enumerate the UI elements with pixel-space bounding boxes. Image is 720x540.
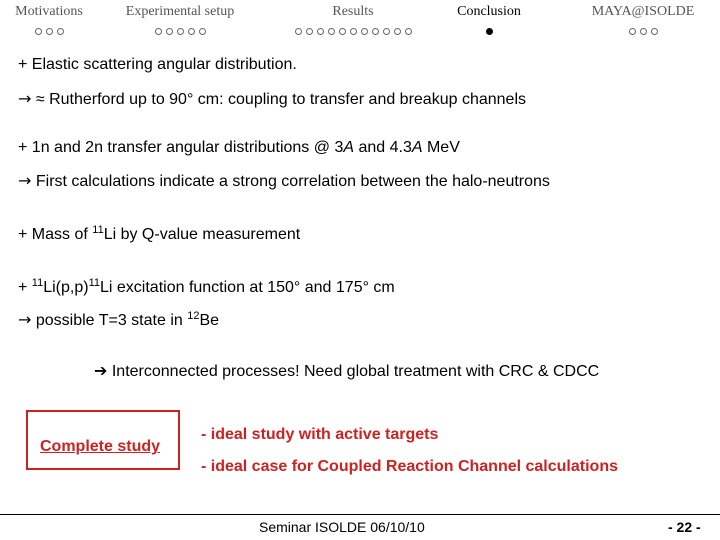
progress-dot[interactable] <box>199 28 206 35</box>
nav-section-conclusion[interactable] <box>444 4 534 35</box>
progress-dot[interactable] <box>317 28 324 35</box>
sub-bullet-first-calculations <box>18 171 550 191</box>
conclusion-point-active-targets: - ideal study with active targets <box>201 426 439 443</box>
progress-dot-current[interactable] <box>486 28 493 35</box>
progress-dots <box>444 28 534 35</box>
nav-bar <box>0 0 720 48</box>
arrow-icon: → <box>18 310 32 329</box>
bullet-text: $^{11}Li(p,p)^{11}Li$ excitation function at 150° and 175° cm <box>31 277 395 296</box>
progress-dot[interactable] <box>35 28 42 35</box>
statement-text: Interconnected processes! Need global treatment with CRC & CDCC <box>111 363 600 380</box>
progress-dot[interactable] <box>46 28 53 35</box>
progress-dot[interactable] <box>629 28 636 35</box>
bullet-text: Elastic scattering angular distribution. <box>31 56 297 73</box>
nav-section-motivations[interactable] <box>4 4 94 35</box>
progress-dots <box>118 28 242 35</box>
nav-title[interactable]: Conclusion <box>457 4 521 19</box>
plus-bullet: + <box>18 226 28 243</box>
footer-divider <box>0 514 720 515</box>
bullet-elastic-scattering <box>18 56 297 74</box>
plus-bullet: + <box>18 56 28 73</box>
plus-bullet: + <box>18 139 28 156</box>
progress-dot[interactable] <box>57 28 64 35</box>
progress-dot[interactable] <box>155 28 162 35</box>
progress-dots <box>284 28 422 35</box>
bullet-text: First calculations indicate a strong correlation between the halo-neutrons <box>35 173 550 190</box>
progress-dot[interactable] <box>350 28 357 35</box>
sub-bullet-rutherford <box>18 89 526 109</box>
bullet-text: ≈ Rutherford up to 90° cm: coupling to transfer and breakup channels <box>35 91 526 108</box>
progress-dot[interactable] <box>306 28 313 35</box>
bullet-excitation-function <box>18 277 395 297</box>
progress-dots <box>580 28 706 35</box>
progress-dot[interactable] <box>188 28 195 35</box>
progress-dot[interactable] <box>361 28 368 35</box>
nav-section-results[interactable] <box>284 4 422 35</box>
arrow-icon: → <box>18 89 32 108</box>
statement-interconnected <box>94 361 599 381</box>
bullet-text: Mass of $^{11}$Li by Q-value measurement <box>31 224 301 243</box>
bullet-text: possible T=3 state in $^{12}$Be <box>35 310 220 329</box>
page-number: - 22 - <box>668 519 701 535</box>
bullet-mass-measurement <box>18 224 300 244</box>
complete-study-box <box>26 410 180 470</box>
plus-bullet: + <box>18 279 28 296</box>
nav-section-experimental-setup[interactable] <box>118 4 242 35</box>
progress-dot[interactable] <box>640 28 647 35</box>
progress-dot[interactable] <box>295 28 302 35</box>
bullet-text: 1n and 2n transfer angular distributions @ 3A and 4.3A MeV <box>31 139 460 156</box>
nav-title[interactable]: MAYA@ISOLDE <box>591 4 695 19</box>
footer-seminar: Seminar ISOLDE 06/10/10 <box>259 519 425 535</box>
progress-dot[interactable] <box>383 28 390 35</box>
bold-arrow-icon: ➔ <box>94 361 108 380</box>
nav-title[interactable]: Motivations <box>15 4 83 19</box>
progress-dot[interactable] <box>328 28 335 35</box>
progress-dot[interactable] <box>372 28 379 35</box>
progress-dot[interactable] <box>651 28 658 35</box>
progress-dot[interactable] <box>394 28 401 35</box>
nav-section-maya-isolde[interactable] <box>580 4 706 35</box>
nav-title[interactable]: Results <box>332 4 374 19</box>
progress-dot[interactable] <box>405 28 412 35</box>
sub-bullet-t3-state <box>18 310 219 330</box>
arrow-icon: → <box>18 171 32 190</box>
progress-dot[interactable] <box>339 28 346 35</box>
progress-dot[interactable] <box>177 28 184 35</box>
nav-title[interactable]: Experimental setup <box>125 4 235 19</box>
bullet-transfer-distributions <box>18 139 460 157</box>
conclusion-point-crc: - ideal case for Coupled Reaction Channel calculations <box>201 458 618 475</box>
progress-dots <box>4 28 94 35</box>
complete-study-label: Complete study <box>40 438 161 455</box>
progress-dot[interactable] <box>166 28 173 35</box>
